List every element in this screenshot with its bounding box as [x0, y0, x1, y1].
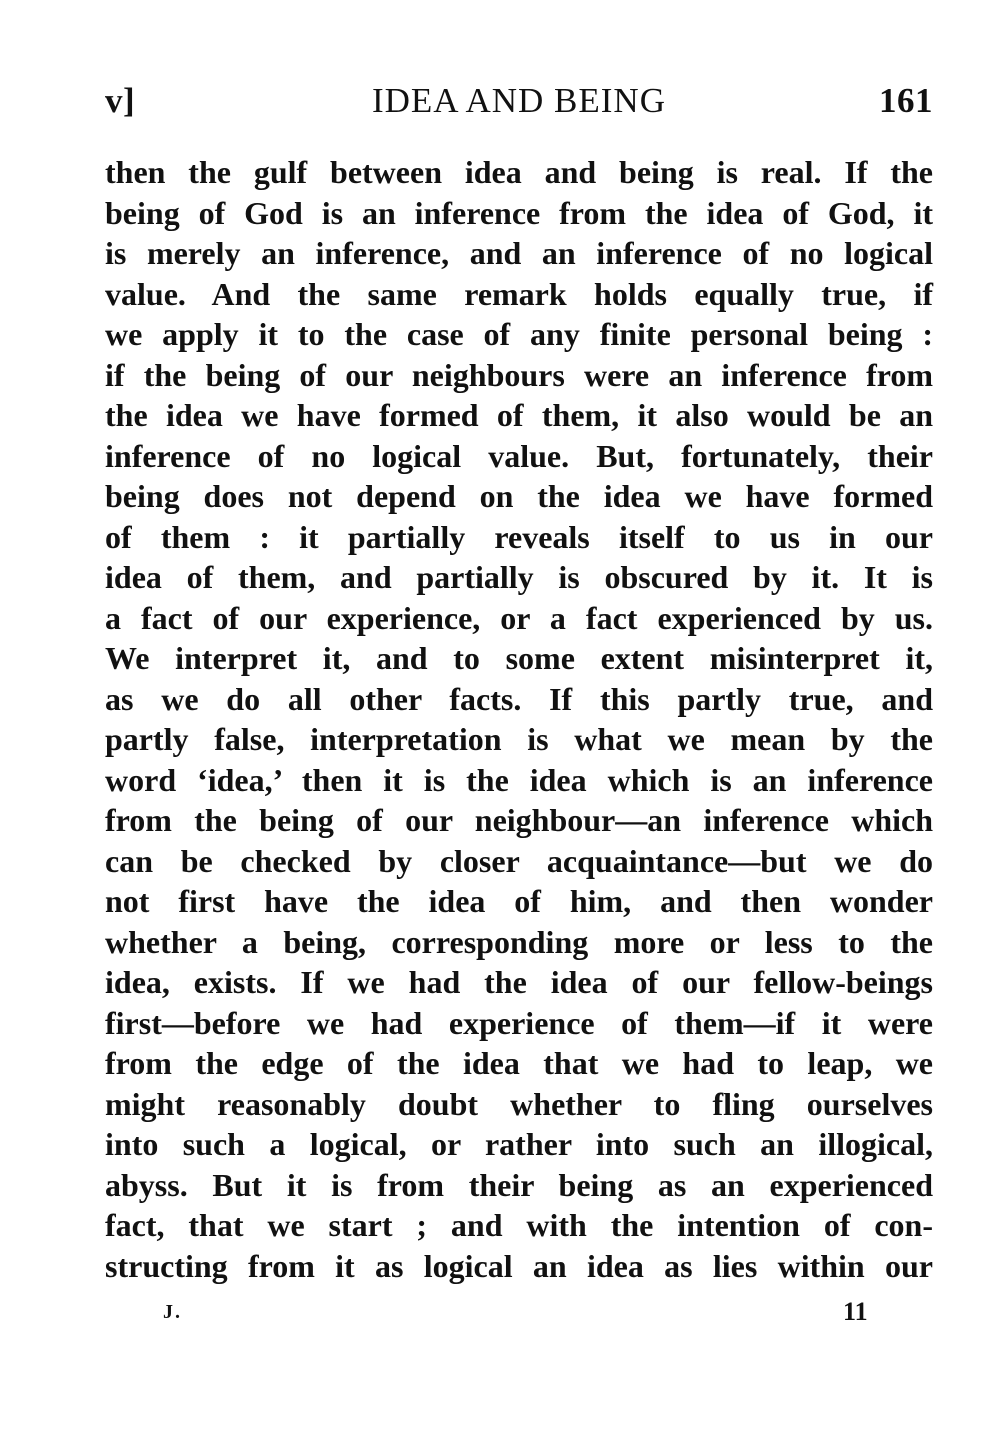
- text-line: value. And the same remark holds equally true, if: [105, 275, 933, 312]
- gathering-number: 11: [843, 1297, 868, 1326]
- text-line: into such a logical, or rather into such an illogical,: [105, 1126, 933, 1162]
- text-line: word ‘idea,’ then it is the idea which is an inference: [105, 761, 933, 798]
- text-line: whether a being, corresponding more or less to the: [105, 923, 933, 960]
- running-head: [105, 78, 933, 124]
- text-line: partly false, interpretation is what we mean by the: [105, 721, 933, 757]
- text-line: idea, exists. If we had the idea of our fellow-beings: [105, 964, 933, 1000]
- chapter-marker: v]: [105, 81, 136, 120]
- text-line: we apply it to the case of any finite personal being :: [105, 316, 933, 352]
- text-line: fact, that we start ; and with the intention of con-: [105, 1207, 933, 1243]
- text-line: from the being of our neighbour—an inference which: [105, 802, 933, 838]
- text-line: not first have the idea of him, and then wonder: [105, 883, 933, 919]
- text-line: can be checked by closer acquaintance—but we do: [105, 842, 933, 879]
- text-line: structing from it as logical an idea as lies within our: [105, 1247, 933, 1284]
- text-line: from the edge of the idea that we had to leap, we: [105, 1045, 933, 1081]
- text-line: then the gulf between idea and being is real. If the: [105, 154, 933, 190]
- text-line: being of God is an inference from the idea of God, it: [105, 194, 933, 231]
- text-line: inference of no logical value. But, fortunately, their: [105, 437, 933, 474]
- running-title: IDEA AND BEING: [372, 81, 666, 120]
- text-line: We interpret it, and to some extent misinterpret it,: [105, 640, 933, 676]
- page-footer: [105, 1292, 933, 1332]
- text-line: being does not depend on the idea we have formed: [105, 478, 933, 514]
- text-line: the idea we have formed of them, it also would be an: [105, 397, 933, 433]
- text-line: might reasonably doubt whether to fling ourselves: [105, 1085, 933, 1122]
- text-line: as we do all other facts. If this partly true, and: [105, 680, 933, 717]
- text-line: is merely an inference, and an inference of no logical: [105, 235, 933, 271]
- signature-mark: J.: [163, 1301, 182, 1323]
- body-text: [105, 152, 933, 1286]
- text-line: abyss. But it is from their being as an experienced: [105, 1166, 933, 1203]
- page-number: 161: [879, 81, 933, 120]
- text-line: idea of them, and partially is obscured by it. It is: [105, 559, 933, 595]
- text-line: first—before we had experience of them—if it were: [105, 1004, 933, 1041]
- text-line: a fact of our experience, or a fact experienced by us.: [105, 599, 933, 636]
- text-line: if the being of our neighbours were an inference from: [105, 356, 933, 393]
- text-line: of them : it partially reveals itself to us in our: [105, 518, 933, 555]
